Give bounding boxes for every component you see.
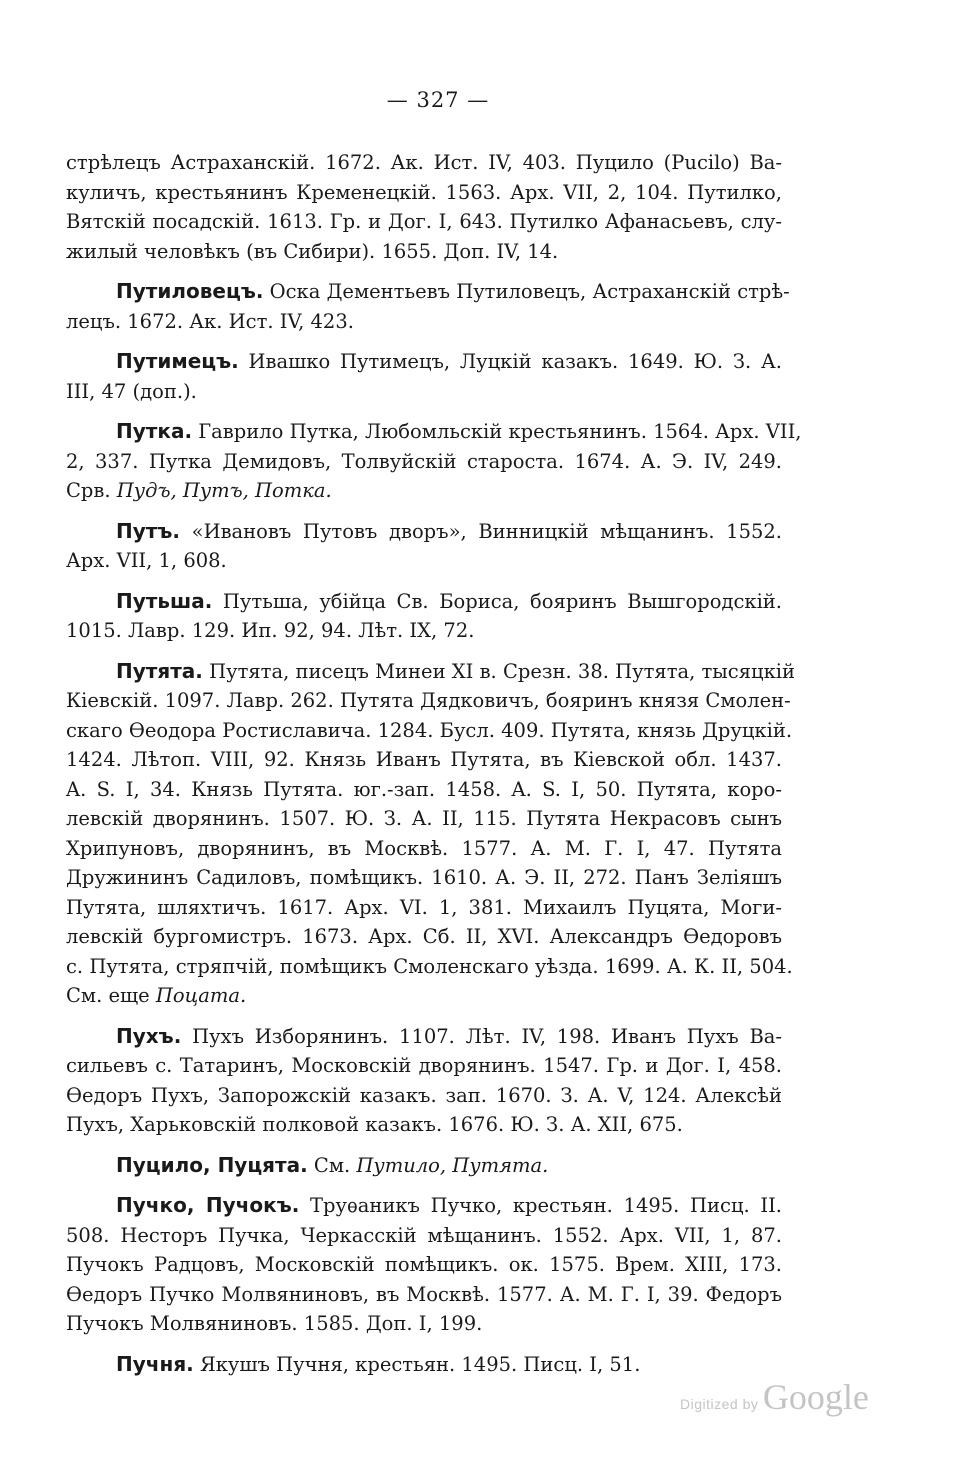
cross-reference: Пудъ, Путъ, Потка. (116, 479, 332, 502)
text-line: Кіевскій. 1097. Лавр. 262. Путята Дядковичъ, бояринъ князя Смолен- (66, 689, 791, 712)
dictionary-entry (66, 148, 782, 266)
entry-headword: Путьша. (116, 588, 213, 613)
text-line: 508. Несторъ Пучка, Черкасскій мѣщанинъ. 1552. Арх. VII, 1, 87. (66, 1223, 782, 1247)
digitized-watermark (680, 1376, 869, 1418)
text-line: куличъ, крестьянинъ Кременецкій. 1563. Арх. VII, 2, 104. Путилко, (66, 180, 782, 204)
entry-headword: Пуцило, Пуцята. (116, 1152, 308, 1177)
text-line: лецъ. 1672. Ак. Ист. IV, 423. (66, 309, 354, 333)
text-line: Пучокъ Молвяниновъ. 1585. Доп. I, 199. (66, 1312, 483, 1335)
entry-headword: Пучня. (116, 1351, 194, 1376)
entry-headword: Путиловецъ. (116, 279, 264, 303)
text-line: Дружининъ Садиловъ, помѣщикъ. 1610. А. Э. II, 272. Панъ Зеліяшъ (66, 866, 782, 889)
dictionary-entry (66, 1151, 782, 1181)
cross-reference-label: Срв. (66, 479, 117, 502)
text-line (66, 981, 782, 1011)
cross-reference: Путило, Путята. (356, 1153, 549, 1177)
entry-text: См. (307, 1153, 357, 1177)
entry-headword: Путята. (116, 658, 203, 683)
entry-text: Труѳаникъ Пучко, крестьян. 1495. Писц. II. (299, 1194, 783, 1217)
entry-first-line (66, 347, 782, 377)
book-page (66, 88, 802, 1390)
entry-first-line (66, 277, 790, 307)
entry-first-line (66, 1350, 782, 1380)
dictionary-entry (66, 1191, 782, 1339)
text-line: 1015. Лавр. 129. Ип. 92, 94. Лѣт. IX, 72. (66, 619, 475, 642)
cross-reference: Поцата. (155, 984, 247, 1007)
entry-first-line (66, 417, 802, 447)
text-line: Вятскій посадскій. 1613. Гр. и Дог. I, 643. Путилко Афанасьевъ, слу- (66, 210, 782, 233)
watermark-prefix: Digitized by (680, 1396, 759, 1412)
text-line: сильевъ с. Татаринъ, Московскій дворянинъ. 1547. Гр. и Дог. I, 458. (66, 1054, 782, 1077)
page-number: — 327 — (386, 88, 490, 112)
text-line: 2, 337. Путка Демидовъ, Толвуйскій староста. 1674. А. Э. IV, 249. (66, 449, 782, 473)
entry-text: Пухъ Изборянинъ. 1107. Лѣт. IV, 198. Иванъ Пухъ Ва- (181, 1024, 782, 1048)
entry-text: Якушъ Пучня, крестьян. 1495. Писц. I, 51. (193, 1352, 641, 1376)
text-line: Пучокъ Радцовъ, Московскій помѣщикъ. ок. 1575. Врем. XIII, 173. (66, 1253, 782, 1276)
dictionary-entry (66, 1350, 782, 1380)
entry-first-line (66, 1151, 782, 1181)
text-line: Ѳедоръ Пухъ, Запорожскій казакъ. зап. 1670. З. А. V, 124. Алексѣй (66, 1083, 782, 1107)
text-line (66, 476, 782, 506)
entry-first-line (66, 587, 782, 617)
entry-text: Гаврило Путка, Любомльскій крестьянинъ. 1564. Арх. VII, (192, 420, 802, 443)
text-line: жилый человѣкъ (въ Сибири). 1655. Доп. IV, 14. (66, 239, 559, 263)
entry-text: «Ивановъ Путовъ дворъ», Винницкій мѣщанинъ. 1552. (180, 519, 782, 543)
google-logo: Google (762, 1377, 869, 1417)
entry-text: Ивашко Путимецъ, Луцкій казакъ. 1649. Ю. З. А. (238, 350, 782, 373)
entry-text: Путята, писецъ Минеи XI в. Срезн. 38. Путята, тысяцкій (202, 659, 795, 683)
entry-first-line (66, 1191, 782, 1221)
dictionary-entry (66, 587, 782, 646)
text-line: Арх. VII, 1, 608. (66, 549, 227, 572)
entry-first-line (66, 1022, 782, 1052)
dictionary-entry (66, 277, 790, 336)
entry-headword: Путка. (116, 419, 193, 443)
dictionary-entry (66, 417, 802, 506)
text-line: A. S. I, 34. Князь Путята. юг.-зап. 1458. A. S. I, 50. Путята, коро- (66, 777, 782, 801)
text-line: III, 47 (доп.). (66, 379, 197, 403)
dictionary-entry (66, 657, 795, 1011)
text-line: с. Путята, стряпчій, помѣщикъ Смоленскаго уѣзда. 1699. А. К. II, 504. (66, 954, 793, 978)
dictionary-entry (66, 517, 782, 576)
entry-headword: Путимецъ. (116, 349, 239, 373)
text-line: стрѣлецъ Астраханскій. 1672. Ак. Ист. IV, 403. Пуцило (Pucilo) Ва- (66, 151, 782, 174)
entry-headword: Пухъ. (116, 1023, 182, 1048)
text-line: скаго Ѳеодора Ростиславича. 1284. Бусл. 409. Путята, князь Друцкій. (66, 718, 793, 742)
text-line: Пухъ, Харьковскій полковой казакъ. 1676. Ю. З. А. XII, 675. (66, 1113, 683, 1136)
text-line: Путята, шляхтичъ. 1617. Арх. VI. 1, 381. Михаилъ Пуцята, Моги- (66, 895, 782, 919)
entry-first-line (66, 517, 782, 547)
entry-text: Оска Дементьевъ Путиловецъ, Астраханскій стрѣ- (263, 280, 790, 303)
entry-headword: Пучко, Пучокъ. (116, 1193, 300, 1217)
entry-first-line (66, 657, 795, 687)
dictionary-entry (66, 347, 782, 406)
cross-reference-label: См. еще (66, 984, 156, 1007)
entry-text: Путьша, убійца Св. Бориса, бояринъ Вышгородскій. (212, 589, 782, 613)
text-line: левскій дворянинъ. 1507. Ю. З. А. II, 115. Путята Некрасовъ сынъ (66, 807, 782, 830)
text-line: Хрипуновъ, дворянинъ, въ Москвѣ. 1577. А. М. Г. I, 47. Путята (66, 836, 782, 860)
text-line: левскій бургомистръ. 1673. Арх. Сб. II, XVI. Александръ Ѳедоровъ (66, 925, 782, 948)
dictionary-entry (66, 1022, 782, 1140)
text-line: Ѳедоръ Пучко Молвяниновъ, въ Москвѣ. 1577. А. М. Г. I, 39. Федоръ (66, 1282, 782, 1306)
text-line: 1424. Лѣтоп. VIII, 92. Князь Иванъ Путята, въ Кіевской обл. 1437. (66, 748, 782, 771)
entry-headword: Путъ. (116, 518, 180, 543)
